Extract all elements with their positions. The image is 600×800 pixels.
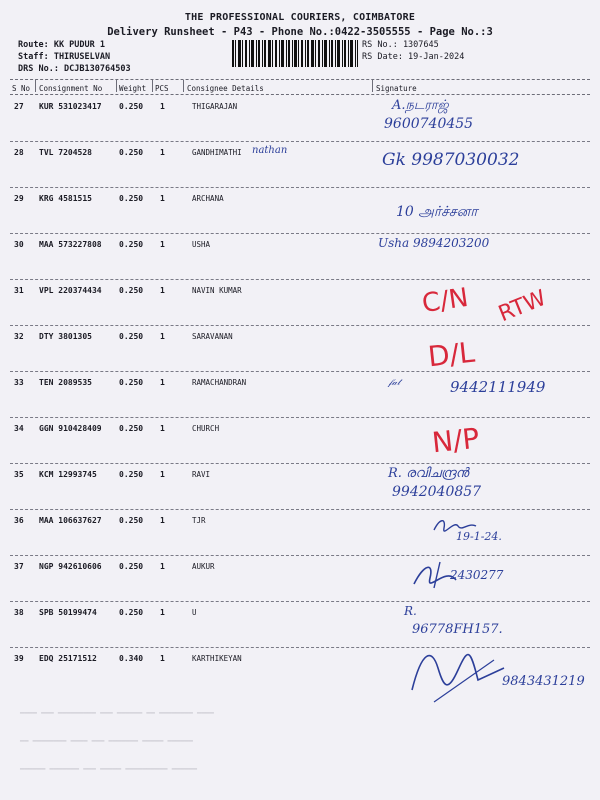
- row-consignee: ARCHANA: [192, 194, 224, 203]
- column-divider: [372, 80, 373, 92]
- signature-27-name: A.நடராஜ்: [392, 98, 449, 113]
- row-separator: [10, 463, 590, 464]
- row-sno: 38: [14, 608, 24, 617]
- table-row: [0, 465, 600, 511]
- row-sno: 28: [14, 148, 24, 157]
- row-consignment-no: MAA 573227808: [39, 240, 102, 249]
- row-consignment-no: NGP 942610606: [39, 562, 102, 571]
- row-consignment-no: KUR 531023417: [39, 102, 102, 111]
- table-row: [0, 419, 600, 465]
- col-header-pcs: PCS: [155, 84, 169, 93]
- row-separator: [10, 233, 590, 234]
- column-divider: [35, 80, 36, 92]
- initials-33-icon: 𝒻𝒶𝓉: [388, 378, 401, 388]
- row-sno: 29: [14, 194, 24, 203]
- company-title: THE PROFESSIONAL COURIERS, COIMBATORE: [184, 12, 416, 23]
- row-consignee: U: [192, 608, 197, 617]
- row-weight: 0.250: [119, 470, 144, 479]
- row-separator: [10, 141, 590, 142]
- row-consignee: GANDHIMATHI: [192, 148, 242, 157]
- column-divider: [116, 80, 117, 92]
- row-consignment-no: KRG 4581515: [39, 194, 92, 203]
- show-through-text: ▁▁▁▁▁▁ ▁▁▁▁▁▁▁ ▁▁▁ ▁▁▁▁▁ ▁▁▁▁▁▁▁▁▁▁ ▁▁▁▁▁▁: [20, 768, 198, 776]
- staff-label: Staff: THIRUSELVAN: [18, 52, 111, 62]
- signature-29: 10 அர்ச்சனா: [396, 204, 478, 220]
- row-pcs: 1: [160, 148, 165, 157]
- row-weight: 0.250: [119, 286, 144, 295]
- rs-date: RS Date: 19-Jan-2024: [362, 52, 465, 62]
- row-weight: 0.250: [119, 516, 144, 525]
- row-pcs: 1: [160, 516, 165, 525]
- row-consignment-no: MAA 106637627: [39, 516, 102, 525]
- row-sno: 39: [14, 654, 24, 663]
- signature-38-initial: R.: [404, 604, 417, 618]
- signature-35-phone: 9942040857: [392, 484, 482, 500]
- col-header-weight: Weight: [119, 84, 147, 93]
- row-weight: 0.250: [119, 148, 144, 157]
- row-consignment-no: GGN 910428409: [39, 424, 102, 433]
- row-pcs: 1: [160, 378, 165, 387]
- row-sno: 37: [14, 562, 24, 571]
- header-top-rule: [10, 79, 590, 80]
- drs-number: DRS No.: DCJB130764503: [18, 64, 131, 74]
- row-separator: [10, 601, 590, 602]
- status-mark-rtw: RTW: [495, 285, 550, 328]
- header-bottom-rule: [10, 94, 590, 95]
- row-sno: 36: [14, 516, 24, 525]
- row-sno: 35: [14, 470, 24, 479]
- row-consignee: USHA: [192, 240, 211, 249]
- row-sno: 30: [14, 240, 24, 249]
- show-through-text: ▁▁▁▁ ▁▁▁ ▁▁▁▁▁▁▁▁▁ ▁▁▁ ▁▁▁▁▁▁ ▁▁ ▁▁▁▁▁▁▁▁ ▁▁▁▁: [20, 712, 214, 720]
- status-mark-cn: C/N: [420, 282, 471, 320]
- row-consignee: CHURCH: [192, 424, 220, 433]
- row-consignment-no: SPB 50199474: [39, 608, 97, 617]
- table-row: [0, 557, 600, 603]
- row-separator: [10, 279, 590, 280]
- row-sno: 32: [14, 332, 24, 341]
- row-pcs: 1: [160, 240, 165, 249]
- row-pcs: 1: [160, 194, 165, 203]
- signature-27-phone: 9600740455: [384, 116, 474, 132]
- table-row: [0, 235, 600, 281]
- row-pcs: 1: [160, 102, 165, 111]
- row-consignment-no: DTY 3801305: [39, 332, 92, 341]
- signature-30: Usha 9894203200: [378, 236, 490, 250]
- row-consignee: NAVIN KUMAR: [192, 286, 242, 295]
- table-row: [0, 511, 600, 557]
- row-separator: [10, 555, 590, 556]
- signature-39-scribble: [408, 640, 512, 704]
- row-consignment-no: TVL 7204528: [39, 148, 92, 157]
- table-row: [0, 327, 600, 373]
- row-consignee: KARTHIKEYAN: [192, 654, 242, 663]
- row-consignee: RAVI: [192, 470, 211, 479]
- row-weight: 0.250: [119, 332, 144, 341]
- runsheet-title: Delivery Runsheet - P43 - Phone No.:0422-3505555 - Page No.:3: [107, 26, 493, 38]
- barcode-image: [232, 40, 358, 67]
- table-row: [0, 97, 600, 143]
- col-header-signature: Signature: [376, 84, 417, 93]
- signature-33-phone: 9442111949: [450, 378, 546, 396]
- row-consignee: SARAVANAN: [192, 332, 233, 341]
- row-sno: 33: [14, 378, 24, 387]
- row-pcs: 1: [160, 286, 165, 295]
- row-consignee: RAMACHANDRAN: [192, 378, 247, 387]
- col-header-consignee: Consignee Details: [187, 84, 264, 93]
- table-row: [0, 189, 600, 235]
- row-weight: 0.250: [119, 240, 144, 249]
- show-through-text: ▁▁ ▁▁▁▁▁▁▁▁ ▁▁▁▁ ▁▁▁ ▁▁▁▁▁▁▁ ▁▁▁▁▁ ▁▁▁▁▁▁: [20, 740, 193, 748]
- row-consignment-no: EDQ 25171512: [39, 654, 97, 663]
- signature-37-number: 2430277: [450, 568, 504, 582]
- signature-38-phone: 96778FH157.: [412, 622, 503, 637]
- row-weight: 0.250: [119, 378, 144, 387]
- signature-28: Gk 9987030032: [382, 150, 520, 170]
- handwritten-name-note: nathan: [252, 145, 288, 156]
- signature-35-name: R. രവിചന്ദ്രൻ: [388, 466, 469, 481]
- status-mark-np: N/P: [430, 421, 481, 460]
- col-header-consignment: Consignment No: [39, 84, 103, 93]
- row-consignment-no: KCM 12993745: [39, 470, 97, 479]
- column-divider: [152, 80, 153, 92]
- row-weight: 0.250: [119, 562, 144, 571]
- row-separator: [10, 371, 590, 372]
- row-weight: 0.250: [119, 608, 144, 617]
- col-header-sno: S No: [12, 84, 31, 93]
- row-weight: 0.250: [119, 194, 144, 203]
- row-separator: [10, 509, 590, 510]
- row-separator: [10, 187, 590, 188]
- row-consignee: THIGARAJAN: [192, 102, 238, 111]
- row-weight: 0.250: [119, 424, 144, 433]
- row-weight: 0.250: [119, 102, 144, 111]
- row-pcs: 1: [160, 424, 165, 433]
- row-pcs: 1: [160, 470, 165, 479]
- row-pcs: 1: [160, 332, 165, 341]
- row-pcs: 1: [160, 562, 165, 571]
- route-label: Route: KK PUDUR 1: [18, 40, 105, 50]
- row-pcs: 1: [160, 654, 165, 663]
- row-consignee: AUKUR: [192, 562, 215, 571]
- row-sno: 31: [14, 286, 24, 295]
- row-sno: 27: [14, 102, 24, 111]
- row-consignee: TJR: [192, 516, 206, 525]
- row-consignment-no: VPL 220374434: [39, 286, 102, 295]
- row-sno: 34: [14, 424, 24, 433]
- signature-39-phone: 9843431219: [502, 674, 585, 689]
- rs-number: RS No.: 1307645: [362, 40, 439, 50]
- signature-36-date: 19-1-24.: [456, 530, 502, 543]
- status-mark-dl: D/L: [426, 335, 477, 374]
- row-separator: [10, 417, 590, 418]
- row-consignment-no: TEN 2089535: [39, 378, 92, 387]
- column-divider: [183, 80, 184, 92]
- row-pcs: 1: [160, 608, 165, 617]
- row-weight: 0.340: [119, 654, 144, 663]
